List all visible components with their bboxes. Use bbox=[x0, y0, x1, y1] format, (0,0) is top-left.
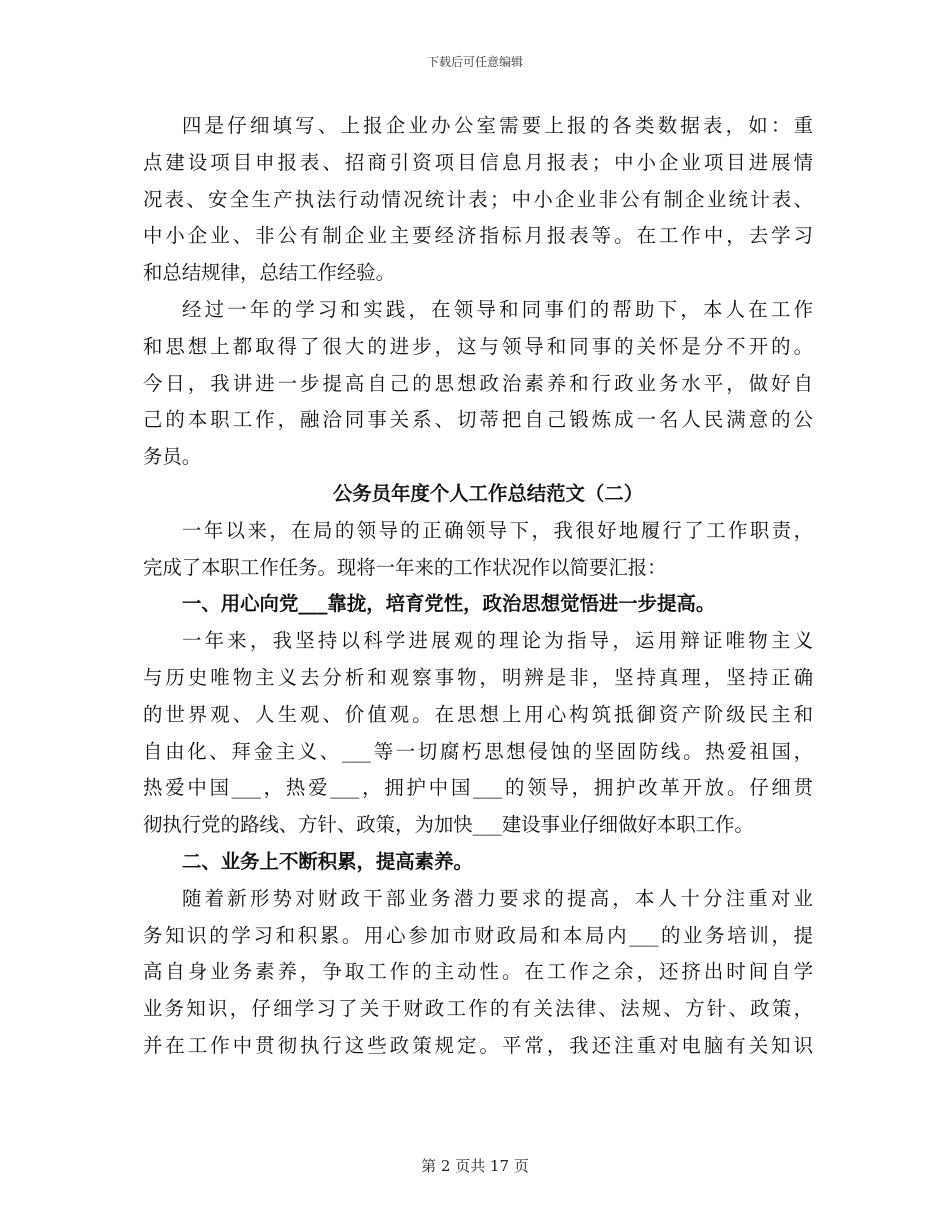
paragraph-line: 并在工作中贯彻执行这些政策规定。平常，我还注重对电脑有关知识 bbox=[143, 1033, 813, 1057]
subheading-2: 二、业务上不断积累，提高素养。 bbox=[182, 849, 473, 873]
header-note: 下载后可任意编辑 bbox=[426, 55, 523, 69]
section-title: 公务员年度个人工作总结范文（二） bbox=[332, 481, 644, 505]
paragraph-line: 点建设项目申报表、招商引资项目信息月报表；中小企业项目进展情 bbox=[143, 150, 813, 174]
document-body bbox=[143, 108, 813, 1065]
paragraph-line: 务员。 bbox=[143, 445, 202, 469]
paragraph-line: 的世界观、人生观、价值观。在思想上用心构筑抵御资产阶级民主和 bbox=[143, 702, 813, 726]
paragraph-line: 和总结规律，总结工作经验。 bbox=[143, 261, 396, 285]
paragraph-line: 自由化、拜金主义、___等一切腐朽思想侵蚀的坚固防线。热爱祖国， bbox=[143, 739, 813, 763]
paragraph-line: 四是仔细填写、上报企业办公室需要上报的各类数据表，如：重 bbox=[182, 114, 813, 137]
paragraph-line: 务知识的学习和积累。用心参加市财政局和本局内___的业务培训，提 bbox=[143, 923, 813, 947]
paragraph-line: 中小企业、非公有制企业主要经济指标月报表等。在工作中，去学习 bbox=[143, 224, 813, 248]
paragraph-line: 高自身业务素养，争取工作的主动性。在工作之余，还挤出时间自学 bbox=[143, 960, 813, 984]
paragraph-line: 热爱中国___，热爱___，拥护中国___的领导，拥护改革开放。仔细贯 bbox=[143, 776, 813, 800]
paragraph-line: 业务知识，仔细学习了关于财政工作的有关法律、法规、方针、政策， bbox=[143, 997, 813, 1021]
paragraph-line: 和思想上都取得了很大的进步，这与领导和同事的关怀是分不开的。 bbox=[143, 334, 813, 358]
paragraph-line: 今日，我讲进一步提高自己的思想政治素养和行政业务水平，做好自 bbox=[143, 371, 813, 395]
paragraph-line: 一年以来，在局的领导的正确领导下，我很好地履行了工作职责， bbox=[182, 518, 813, 542]
paragraph-line: 完成了本职工作任务。现将一年来的工作状况作以简要汇报： bbox=[143, 555, 667, 579]
paragraph-line: 彻执行党的路线、方针、政策，为加快___建设事业仔细做好本职工作。 bbox=[143, 813, 754, 837]
paragraph-line: 况表、安全生产执法行动情况统计表；中小企业非公有制企业统计表、 bbox=[143, 187, 813, 211]
paragraph-line: 与历史唯物主义去分析和观察事物，明辨是非，坚持真理，坚持正确 bbox=[143, 665, 813, 689]
paragraph-line: 一年来，我坚持以科学进展观的理论为指导，运用辩证唯物主义 bbox=[182, 629, 813, 653]
subheading-1: 一、用心向党___靠拢，培育党性，政治思想觉悟进一步提高。 bbox=[182, 592, 716, 616]
page-number: 第 2 页共 17 页 bbox=[421, 1157, 529, 1175]
paragraph-line: 随着新形势对财政干部业务潜力要求的提高，本人十分注重对业 bbox=[182, 886, 813, 910]
paragraph-line: 经过一年的学习和实践，在领导和同事们的帮助下，本人在工作 bbox=[182, 297, 813, 321]
paragraph-line: 己的本职工作，融洽同事关系、切蒂把自己锻炼成一名人民满意的公 bbox=[143, 408, 813, 432]
